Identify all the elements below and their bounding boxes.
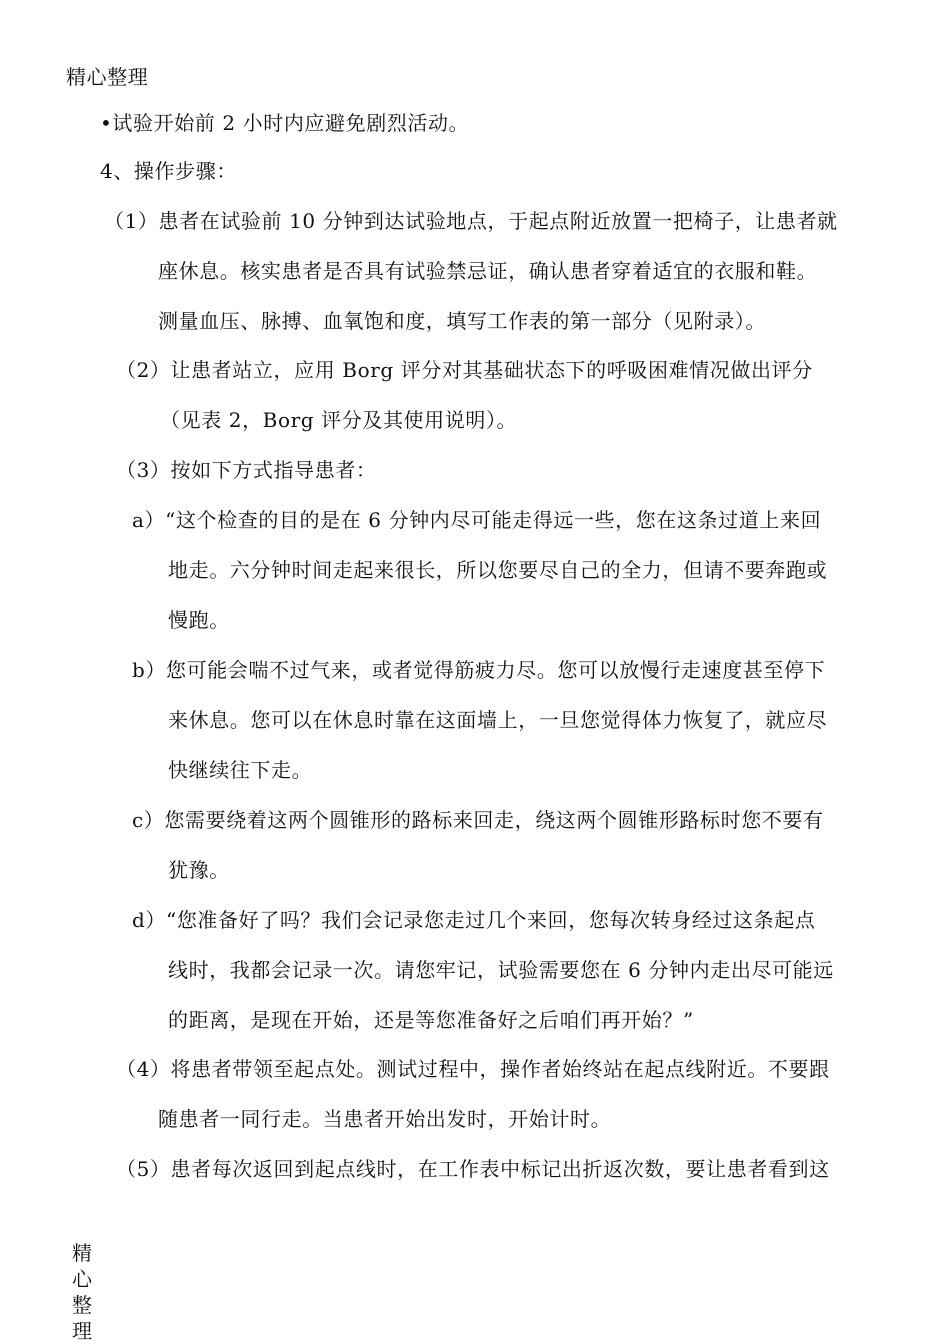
precaution-bullet: •试验开始前 2 小时内应避免剧烈活动。 <box>100 111 470 135</box>
instruction-b-line: b）您可能会喘不过气来，或者觉得筋疲力尽。您可以放慢行走速度甚至停下 <box>132 658 826 682</box>
instruction-b-line: 来休息。您可以在休息时靠在这面墙上，一旦您觉得体力恢复了，就应尽 <box>168 708 828 732</box>
step-5-line: （5）患者每次返回到起点线时，在工作表中标记出折返次数，要让患者看到这 <box>116 1157 830 1181</box>
step-2-line: （2）让患者站立，应用 Borg 评分对其基础状态下的呼吸困难情况做出评分 <box>116 358 813 382</box>
page-footer: 精心整理 <box>72 1241 92 1343</box>
instruction-a-line: a）“这个检查的目的是在 6 分钟内尽可能走得远一些，您在这条过道上来回 <box>132 508 822 532</box>
step-1-line: 座休息。核实患者是否具有试验禁忌证，确认患者穿着适宜的衣服和鞋。 <box>158 259 818 283</box>
step-1-line: 测量血压、脉搏、血氧饱和度，填写工作表的第一部分（见附录）。 <box>158 309 766 333</box>
page-header: 精心整理 <box>66 65 149 89</box>
instruction-d-line: 线时，我都会记录一次。请您牢记，试验需要您在 6 分钟内走出尽可能远 <box>168 958 834 982</box>
step-1-line: （1）患者在试验前 10 分钟到达试验地点，于起点附近放置一把椅子，让患者就 <box>104 209 838 233</box>
instruction-b-line: 快继续往下走。 <box>168 758 313 782</box>
step-3-title: （3）按如下方式指导患者： <box>116 458 377 482</box>
instruction-a-line: 地走。六分钟时间走起来很长，所以您要尽自己的全力，但请不要奔跑或 <box>168 558 828 582</box>
section-title: 4、操作步骤： <box>100 159 237 183</box>
instruction-d-line: d）“您准备好了吗？我们会记录您走过几个来回，您每次转身经过这条起点 <box>132 908 816 932</box>
step-4-line: 随患者一同行走。当患者开始出发时，开始计时。 <box>158 1107 612 1131</box>
instruction-c-line: 犹豫。 <box>168 858 230 882</box>
instruction-d-line: 的距离，是现在开始，还是等您准备好之后咱们再开始？” <box>168 1008 694 1032</box>
step-4-line: （4）将患者带领至起点处。测试过程中，操作者始终站在起点线附近。不要跟 <box>116 1057 830 1081</box>
step-2-line: （见表 2，Borg 评分及其使用说明）。 <box>160 408 518 432</box>
instruction-c-line: c）您需要绕着这两个圆锥形的路标来回走，绕这两个圆锥形路标时您不要有 <box>132 808 824 832</box>
instruction-a-line: 慢跑。 <box>168 608 230 632</box>
